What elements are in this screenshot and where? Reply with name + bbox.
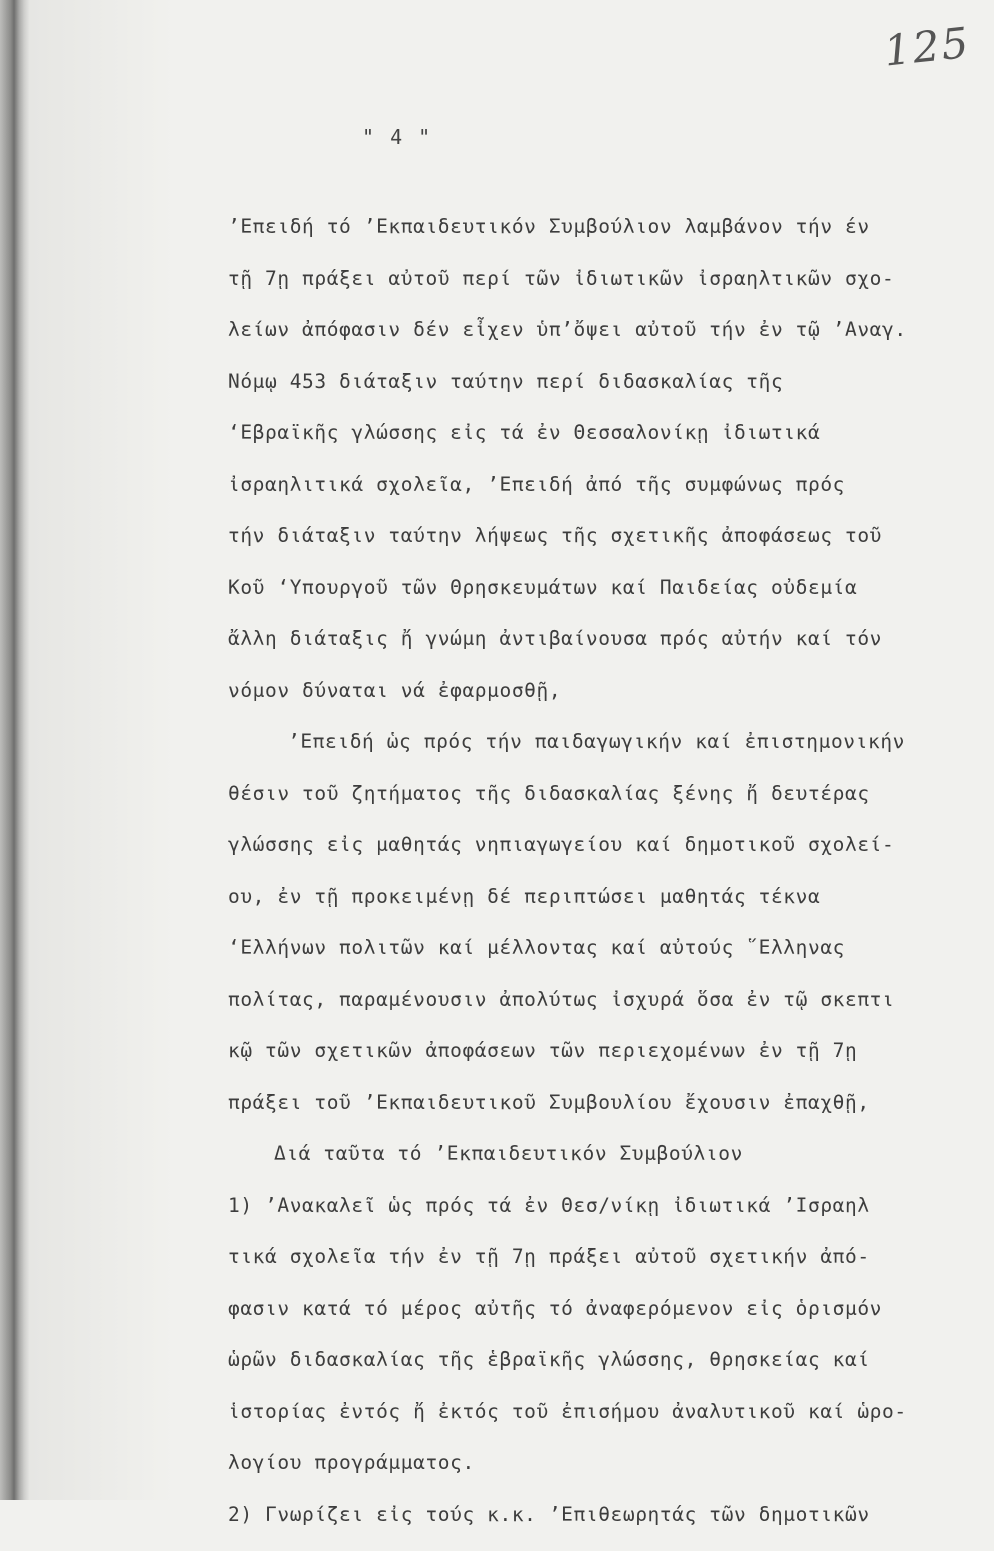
text-line: ‘Εβραϊκῆς γλώσσης εἰς τά ἐν Θεσσαλονίκῃ ἰδιωτικά [228, 418, 948, 470]
text-line: γλώσσης εἰς μαθητάς νηπιαγωγείου καί δημοτικοῦ σχολεί- [228, 830, 948, 882]
text-line: 2) Γνωρίζει εἰς τούς κ.κ. ’Επιθεωρητάς τῶν δημοτικῶν [228, 1500, 948, 1551]
text-line: τῇ 7ῃ πράξει αὐτοῦ περί τῶν ἰδιωτικῶν ἰσραηλτικῶν σχο- [228, 264, 948, 316]
text-line: πράξει τοῦ ’Εκπαιδευτικοῦ Συμβουλίου ἔχουσιν ἐπαχθῇ, [228, 1088, 948, 1140]
text-line: ου, ἐν τῇ προκειμένῃ δέ περιπτώσει μαθητάς τέκνα [228, 882, 948, 934]
text-line: λογίου προγράμματος. [228, 1448, 948, 1500]
typed-text-body [228, 212, 948, 1551]
text-line: λείων ἀπόφασιν δέν εἶχεν ὑπ’ὄψει αὐτοῦ τήν ἐν τῷ ’Αναγ. [228, 315, 948, 367]
handwritten-page-number: 125 [882, 17, 977, 75]
text-line: τικά σχολεῖα τήν ἐν τῇ 7ῃ πράξει αὐτοῦ σχετικήν ἀπό- [228, 1242, 948, 1294]
text-line: θέσιν τοῦ ζητήματος τῆς διδασκαλίας ξένης ἤ δευτέρας [228, 779, 948, 831]
text-line: ἰσραηλιτικά σχολεῖα, ’Επειδή ἀπό τῆς συμφώνως πρός [228, 470, 948, 522]
binding-shadow [0, 0, 175, 1500]
text-line: Κοῦ ‘Υπουργοῦ τῶν Θρησκευμάτων καί Παιδείας οὐδεμία [228, 573, 948, 625]
text-line: νόμον δύναται νά ἐφαρμοσθῇ, [228, 676, 948, 728]
text-line: ‘Ελλήνων πολιτῶν καί μέλλοντας καί αὐτούς ῞Ελληνας [228, 933, 948, 985]
text-line: ὡρῶν διδασκαλίας τῆς ἑβραϊκῆς γλώσσης, θρησκείας καί [228, 1345, 948, 1397]
text-line: κῷ τῶν σχετικῶν ἀποφάσεων τῶν περιεχομένων ἐν τῇ 7ῃ [228, 1036, 948, 1088]
page-number: " 4 " [362, 125, 432, 149]
text-line: 1) ’Ανακαλεῖ ὡς πρός τά ἐν Θεσ/νίκῃ ἰδιωτικά ’Ισραηλ [228, 1191, 948, 1243]
text-line: ’Επειδή τό ’Εκπαιδευτικόν Συμβούλιον λαμβάνον τήν έν [228, 212, 948, 264]
text-line: τήν διάταξιν ταύτην λήψεως τῆς σχετικῆς ἀποφάσεως τοῦ [228, 521, 948, 573]
text-line: πολίτας, παραμένουσιν ἀπολύτως ἰσχυρά ὅσα ἐν τῷ σκεπτι [228, 985, 948, 1037]
text-line: ’Επειδή ὡς πρός τήν παιδαγωγικήν καί ἐπιστημονικήν [228, 727, 948, 779]
text-line: Διά ταῦτα τό ’Εκπαιδευτικόν Συμβούλιον [228, 1139, 948, 1191]
text-line: ἄλλη διάταξις ἤ γνώμη ἀντιβαίνουσα πρός αὐτήν καί τόν [228, 624, 948, 676]
text-line: Νόμῳ 453 διάταξιν ταύτην περί διδασκαλίας τῆς [228, 367, 948, 419]
text-line: ἱστορίας ἐντός ἤ ἐκτός τοῦ ἐπισήμου ἀναλυτικοῦ καί ὡρο- [228, 1397, 948, 1449]
text-line: φασιν κατά τό μέρος αὐτῆς τό ἀναφερόμενον εἰς ὁρισμόν [228, 1294, 948, 1346]
